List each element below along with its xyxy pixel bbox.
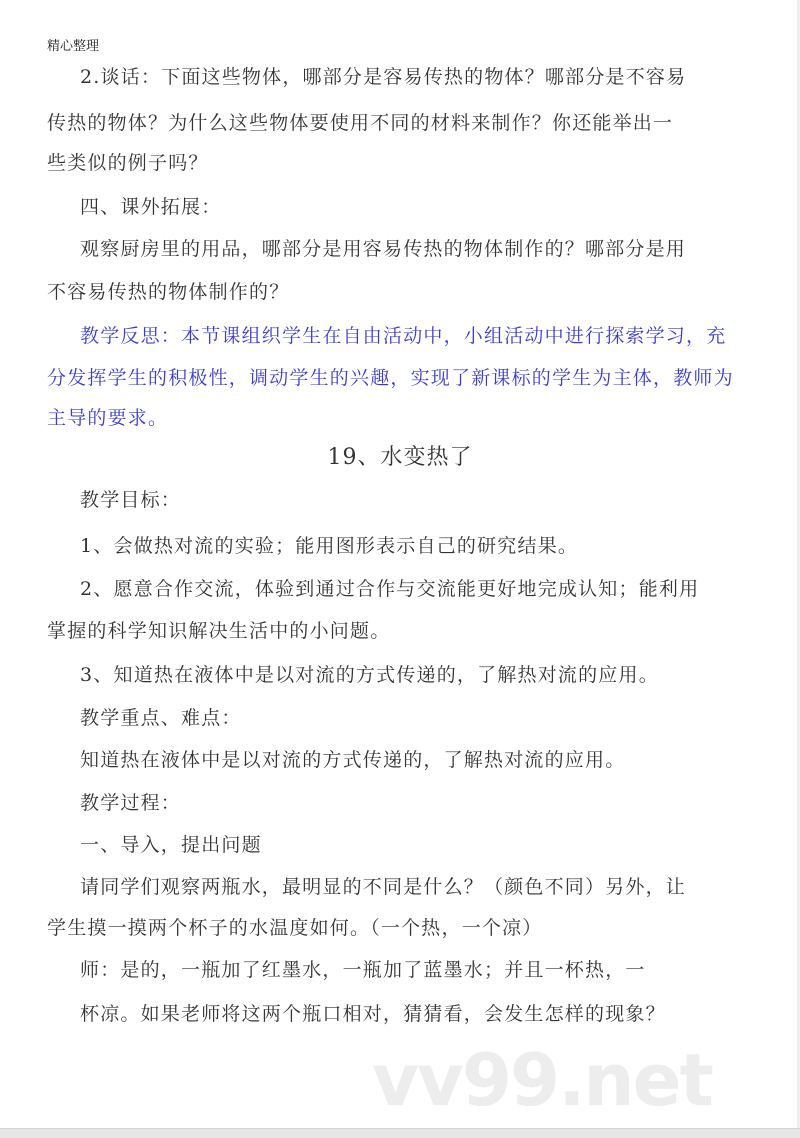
lesson-title: 19、水变热了 — [327, 445, 473, 470]
key-heading: 教学重点、难点： — [80, 707, 242, 729]
reflection-line: 分发挥学生的积极性，调动学生的兴趣，实现了新课标的学生为主体，教师为 — [47, 367, 734, 389]
reflection-line: 教学反思：本节课组织学生在自由活动中，小组活动中进行探索学习，充 — [80, 325, 727, 347]
section-heading: 四、课外拓展： — [80, 196, 222, 218]
goal-item: 3、知道热在液体中是以对流的方式传递的，了解热对流的应用。 — [80, 664, 659, 686]
goals-heading: 教学目标： — [80, 489, 182, 511]
paragraph-line: 不容易传热的物体制作的？ — [47, 281, 290, 303]
step-heading: 一、导入，提出问题 — [80, 834, 262, 856]
page-header: 精心整理 — [47, 39, 100, 54]
reflection-line: 主导的要求。 — [47, 407, 169, 429]
goal-item: 2、愿意合作交流，体验到通过合作与交流能更好地完成认知；能利用 — [80, 578, 700, 600]
paragraph-line: 学生摸一摸两个杯子的水温度如何。（一个热，一个凉） — [47, 917, 543, 939]
paragraph-line: 杯凉。如果老师将这两个瓶口相对，猜猜看，会发生怎样的现象？ — [80, 1003, 666, 1025]
key-text: 知道热在液体中是以对流的方式传递的，了解热对流的应用。 — [80, 749, 626, 771]
paragraph-line: 传热的物体？为什么这些物体要使用不同的材料来制作？你还能举出一 — [47, 112, 674, 134]
paragraph-line: 些类似的例子吗？ — [47, 152, 209, 174]
paragraph-line: 观察厨房里的用品，哪部分是用容易传热的物体制作的？哪部分是用 — [80, 238, 687, 260]
paragraph-line: 请同学们观察两瓶水，最明显的不同是什么？（颜色不同）另外，让 — [80, 876, 687, 898]
process-heading: 教学过程： — [80, 792, 182, 814]
paragraph-line: 2.谈话：下面这些物体，哪部分是容易传热的物体？哪部分是不容易 — [80, 66, 687, 88]
goal-item: 掌握的科学知识解决生活中的小问题。 — [47, 620, 391, 642]
goal-item: 1、会做热对流的实验；能用图形表示自己的研究结果。 — [80, 535, 579, 557]
watermark: vv99.net — [372, 1038, 712, 1122]
paragraph-line: 师：是的，一瓶加了红墨水，一瓶加了蓝墨水；并且一杯热，一 — [80, 959, 646, 981]
